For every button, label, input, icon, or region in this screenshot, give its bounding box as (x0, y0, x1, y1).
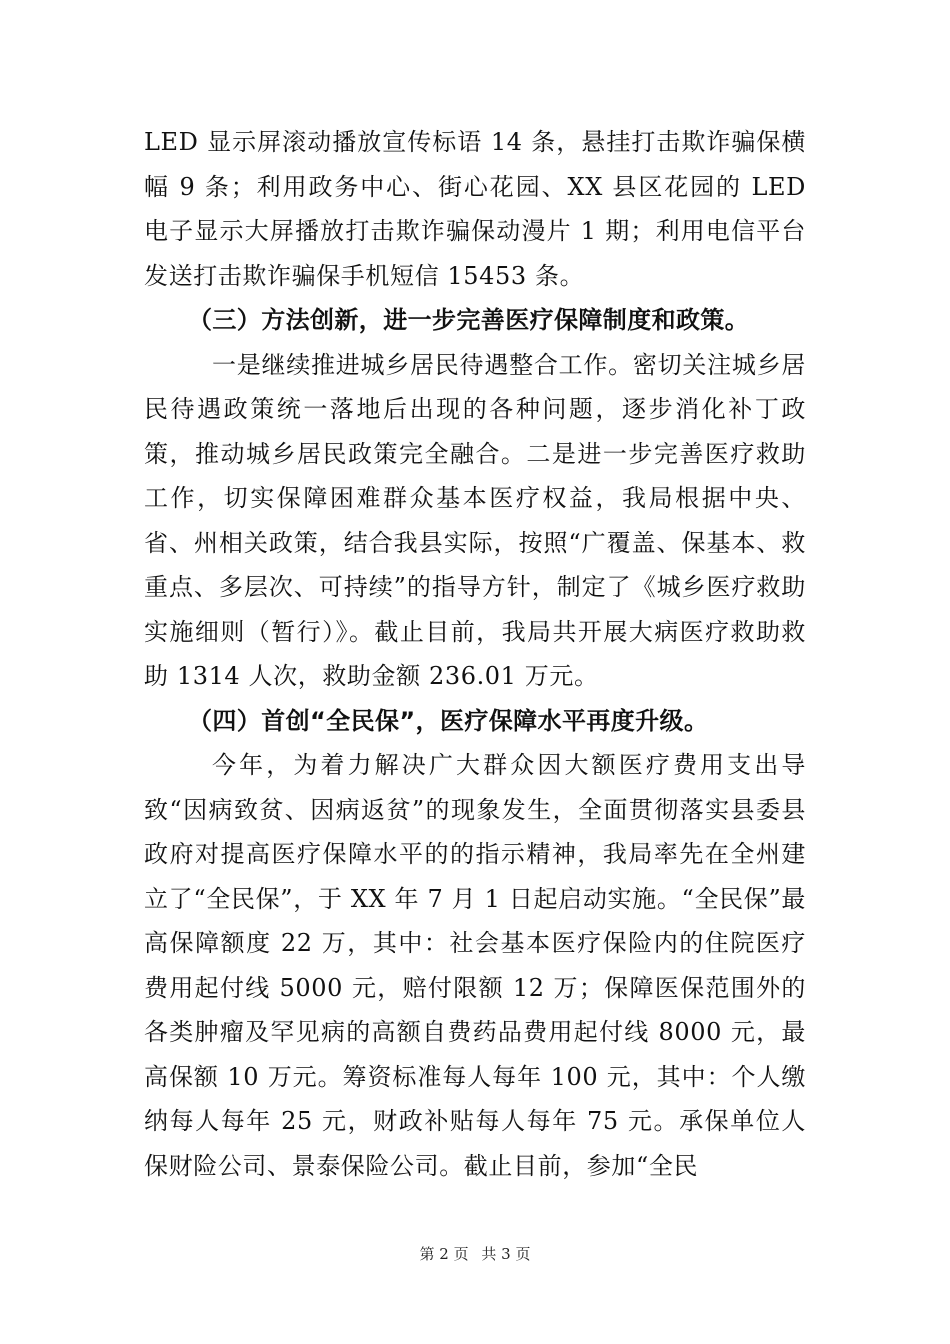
page-footer (0, 1243, 950, 1264)
section-heading-4: （四）首创“全民保”，医疗保障水平再度升级。 (188, 706, 709, 735)
paragraph-quanminbao: 今年，为着力解决广大群众因大额医疗费用支出导致“因病致贫、因病返贫”的现象发生，全面贯彻落实县委县政府对提高医疗保障水平的的指示精神，我局率先在全州建立了“全民保”，于 XX 年 7 月 1 日起启动实施。“全民保”最高保障额度 22 万，其中：社会基本医疗保险内的住院医疗费用起付线 5000 元，赔付限额 12 万；保障医保范围外的各类肿瘤及罕见病的高额自费药品费用起付线 8000 元，最高保额 10 万元。筹资标准每人每年 100 元，其中：个人缴纳每人每年 25 元，财政补贴每人每年 75 元。承保单位人保财险公司、景泰保险公司。截止目前，参加“全民 (144, 751, 806, 1180)
page-total: 共 3 页 (481, 1245, 531, 1263)
page-number: 第 2 页 (419, 1245, 469, 1263)
document-body (144, 120, 806, 1188)
section-heading-3: （三）方法创新，进一步完善医疗保障制度和政策。 (188, 306, 750, 334)
paragraph-publicity: LED 显示屏滚动播放宣传标语 14 条，悬挂打击欺诈骗保横幅 9 条；利用政务中心、街心花园、XX 县区花园的 LED 电子显示大屏播放打击欺诈骗保动漫片 1 期；利用电信平台发送打击欺诈骗保手机短信 15453 条。 (144, 128, 806, 290)
paragraph-method-innovation: 一是继续推进城乡居民待遇整合工作。密切关注城乡居民待遇政策统一落地后出现的各种问题，逐步消化补丁政策，推动城乡居民政策完全融合。二是进一步完善医疗救助工作，切实保障困难群众基本医疗权益，我局根据中央、省、州相关政策，结合我县实际，按照“广覆盖、保基本、救重点、多层次、可持续”的指导方针，制定了《城乡医疗救助实施细则（暂行）》。截止目前，我局共开展大病医疗救助救助 1314 人次，救助金额 236.01 万元。 (144, 350, 806, 690)
